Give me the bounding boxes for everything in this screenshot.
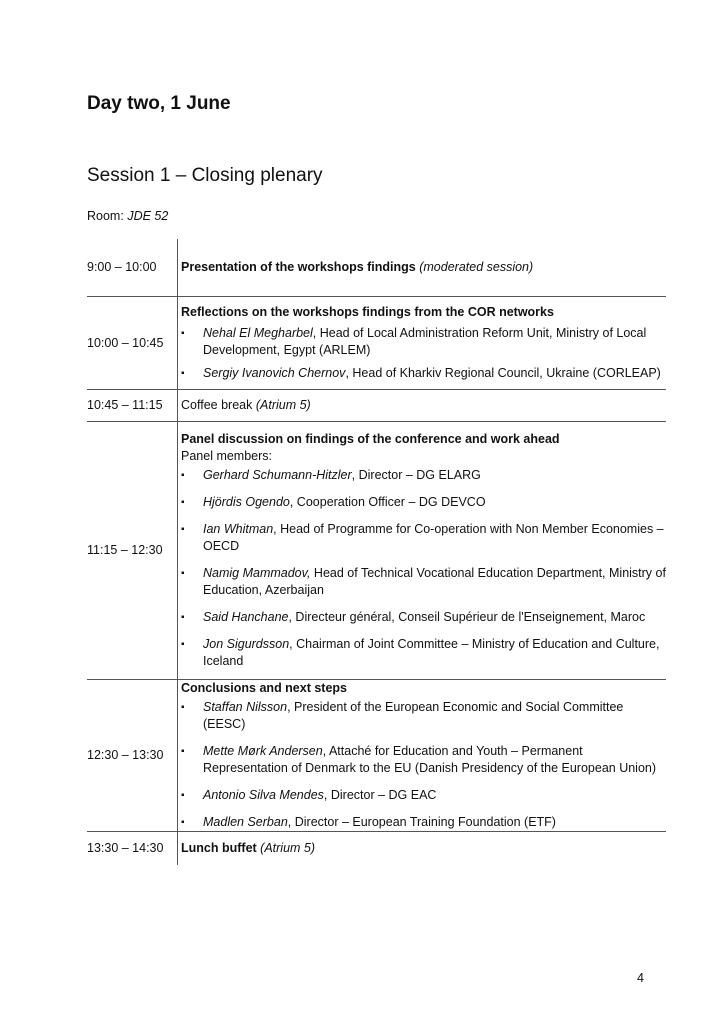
row-title: Reflections on the workshops findings from the COR networks <box>181 304 554 319</box>
list-item <box>181 636 666 670</box>
room-line <box>87 209 168 223</box>
row-title: Coffee break <box>181 397 253 412</box>
day-heading: Day two, 1 June <box>87 93 231 114</box>
content-cell <box>178 679 667 831</box>
list-item <box>181 521 666 555</box>
table-row <box>87 421 666 679</box>
speaker-role: , Attaché for Education and Youth – Permanent Representation of Denmark to the EU (Danish Presidency of the European Union) <box>203 743 657 775</box>
speaker-name: Sergiy Ivanovich Chernov <box>203 365 346 380</box>
speaker-name: Said Hanchane <box>203 609 289 624</box>
list-item <box>181 699 666 733</box>
row-title: Presentation of the workshops findings <box>181 259 416 274</box>
list-item <box>181 365 666 382</box>
bullet-icon: ▪ <box>181 567 185 579</box>
speaker-role: , Director – DG ELARG <box>351 467 481 482</box>
row-title: Panel discussion on findings of the conference and work ahead <box>181 431 560 446</box>
room-label: Room: <box>87 209 124 223</box>
table-row <box>87 239 666 296</box>
content-cell <box>178 296 667 389</box>
speaker-name: Gerhard Schumann-Hitzler <box>203 467 352 482</box>
list-item <box>181 743 666 777</box>
content-cell <box>178 421 667 679</box>
speaker-name: Namig Mammadov, <box>203 565 311 580</box>
table-row <box>87 679 666 831</box>
list-item <box>181 467 666 484</box>
page-number: 4 <box>637 971 644 985</box>
row-note: (Atrium 5) <box>255 397 311 412</box>
list-item <box>181 609 666 626</box>
bullet-icon: ▪ <box>181 816 185 828</box>
list-item <box>181 325 666 359</box>
time-cell: 12:30 – 13:30 <box>87 679 178 831</box>
list-item <box>181 814 666 831</box>
time-cell: 13:30 – 14:30 <box>87 841 164 856</box>
bullet-icon: ▪ <box>181 496 185 508</box>
speaker-role: , Head of Programme for Co-operation with Non Member Economies – OECD <box>203 521 664 553</box>
bullet-icon: ▪ <box>181 701 185 713</box>
bullet-icon: ▪ <box>181 745 185 757</box>
session-title: Session 1 – Closing plenary <box>87 165 323 186</box>
table-row <box>87 389 666 421</box>
bullet-icon: ▪ <box>181 638 185 650</box>
speaker-name: Madlen Serban <box>203 814 288 829</box>
list-item <box>181 494 666 511</box>
bullet-icon: ▪ <box>181 367 185 379</box>
list-item <box>181 787 666 804</box>
row-note: (Atrium 5) <box>260 840 316 855</box>
time-cell: 10:00 – 10:45 <box>87 296 178 389</box>
speaker-role: Head of Technical Vocational Education Department, Ministry of Education, Azerbaijan <box>203 565 666 597</box>
list-item <box>181 565 666 599</box>
row-note: (moderated session) <box>419 259 534 274</box>
row-title: Conclusions and next steps <box>181 680 348 695</box>
content-cell <box>178 389 667 421</box>
table-row <box>87 831 666 865</box>
bullet-icon: ▪ <box>181 611 185 623</box>
speaker-role: , Directeur général, Conseil Supérieur de l'Enseignement, Maroc <box>288 609 646 624</box>
speaker-role: , Head of Kharkiv Regional Council, Ukraine (CORLEAP) <box>345 365 661 380</box>
time-cell: 10:45 – 11:15 <box>87 389 178 421</box>
speaker-role: , Director – DG EAC <box>323 787 437 802</box>
speaker-name: Staffan Nilsson <box>203 699 288 714</box>
speaker-name: Hjördis Ogendo <box>203 494 290 509</box>
content-cell <box>178 831 667 865</box>
speaker-name: Jon Sigurdsson <box>203 636 290 651</box>
speaker-role: , President of the European Economic and Social Committee (EESC) <box>203 699 624 731</box>
room-value: JDE 52 <box>127 209 169 223</box>
speaker-role: , Cooperation Officer – DG DEVCO <box>289 494 486 509</box>
schedule-table <box>87 239 666 865</box>
time-cell: 9:00 – 10:00 <box>87 239 178 296</box>
speaker-name: Ian Whitman <box>203 521 274 536</box>
speaker-name: Mette Mørk Andersen <box>203 743 323 758</box>
row-title: Lunch buffet <box>181 840 257 855</box>
bullet-icon: ▪ <box>181 789 185 801</box>
bullet-icon: ▪ <box>181 327 185 339</box>
bullet-icon: ▪ <box>181 469 185 481</box>
speaker-name: Nehal El Megharbel <box>203 325 313 340</box>
speaker-role: , Head of Local Administration Reform Unit, Ministry of Local Development, Egypt (ARLEM) <box>203 325 647 357</box>
table-row <box>87 296 666 389</box>
speaker-role: , Director – European Training Foundation (ETF) <box>287 814 556 829</box>
speaker-role: , Chairman of Joint Committee – Ministry of Education and Culture, Iceland <box>203 636 660 668</box>
bullet-icon: ▪ <box>181 523 185 535</box>
speaker-name: Antonio Silva Mendes <box>203 787 324 802</box>
panel-subtitle: Panel members: <box>181 448 273 463</box>
content-cell <box>178 239 667 296</box>
time-cell: 11:15 – 12:30 <box>87 421 178 679</box>
